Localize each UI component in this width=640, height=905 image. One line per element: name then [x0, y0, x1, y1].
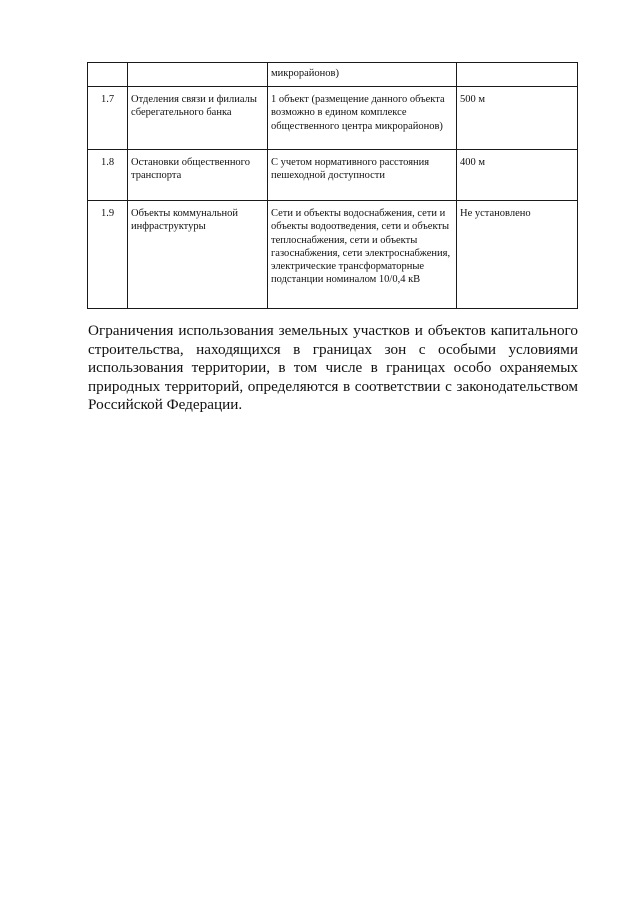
requirement-cell: С учетом нормативного расстояния пешеходной доступности: [268, 150, 457, 201]
requirement-cell: микрорайонов): [268, 63, 457, 87]
object-name-cell: [128, 63, 268, 87]
distance-cell: [457, 63, 578, 87]
row-number-cell: [88, 63, 128, 87]
table-row: [88, 87, 578, 150]
row-number-cell: 1.9: [88, 201, 128, 309]
row-number-cell: 1.8: [88, 150, 128, 201]
requirement-cell: Сети и объекты водоснабжения, сети и объекты водоотведения, сети и объекты теплоснабжения, сети и объекты газоснабжения, сети электроснабжения, электрические трансформаторные подстанции номиналом 10/0,4 кВ: [268, 201, 457, 309]
distance-cell: 400 м: [457, 150, 578, 201]
requirement-cell: 1 объект (размещение данного объекта возможно в едином комплексе общественного центра микрорайонов): [268, 87, 457, 150]
restrictions-paragraph: Ограничения использования земельных участков и объектов капитального строительства, находящихся в границах зон с особыми условиями использования территории, в том числе в границах особо охраняемых природных территорий, определяются в соответствии с законодательством Российской Федерации.: [88, 322, 578, 413]
row-number-cell: 1.7: [88, 87, 128, 150]
distance-cell: Не установлено: [457, 201, 578, 309]
object-name-cell: Объекты коммунальной инфраструктуры: [128, 201, 268, 309]
table-row: [88, 201, 578, 309]
object-name-cell: Отделения связи и филиалы сберегательного банка: [128, 87, 268, 150]
object-name-cell: Остановки общественного транспорта: [128, 150, 268, 201]
norms-table: [87, 62, 578, 309]
table-row: [88, 63, 578, 87]
table-row: [88, 150, 578, 201]
distance-cell: 500 м: [457, 87, 578, 150]
